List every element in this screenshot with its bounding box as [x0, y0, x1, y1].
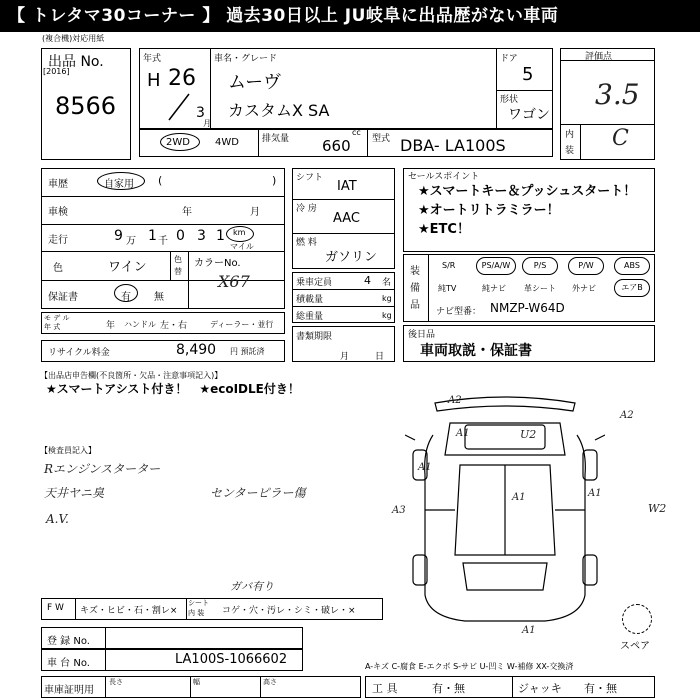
docs-deadline-day: 日	[375, 352, 385, 362]
doors-label: ドア	[500, 54, 518, 64]
model-code-value: DBA- LA100S	[400, 136, 506, 155]
model-year-era: H	[147, 70, 161, 91]
equip-pw: P/W	[568, 257, 604, 275]
docs-deadline-month: 月	[340, 352, 350, 362]
equip-ext-navi: 外ナビ	[572, 284, 596, 293]
model-year-label: 年式	[143, 54, 162, 64]
drive-4wd: 4WD	[215, 137, 239, 148]
recycle-value: 8,490	[176, 342, 217, 358]
sale-point-3: ★ETC！	[418, 222, 470, 237]
fuel-label: 燃 料	[296, 238, 317, 248]
equipment-label-2: 備	[410, 283, 420, 294]
navi-label: ナビ型番：	[436, 307, 482, 317]
car-diagram	[405, 395, 605, 625]
aircon-label: 冷 房	[296, 204, 317, 214]
mileage-mile: マイル	[230, 242, 254, 251]
equip-navi: 純ナビ	[482, 284, 506, 293]
header-note: (複合機)対応用紙	[42, 34, 105, 43]
mileage-man-unit: 万	[126, 236, 136, 247]
score-value: 3.5	[595, 78, 640, 111]
fw-label: F W	[47, 603, 64, 613]
load-unit: kg	[382, 294, 392, 303]
inspector-line-1: Rエンジンスターター	[44, 462, 161, 476]
equipment-label-1: 装	[410, 266, 420, 277]
warranty-label: 保証書	[48, 292, 78, 303]
chassis-value: LA100S-1066602	[175, 652, 288, 667]
equip-abs: ABS	[614, 257, 650, 275]
shift-value: IAT	[337, 179, 357, 194]
mileage-digit-1: 0	[176, 228, 185, 244]
mark-a3: A3	[392, 505, 406, 516]
capacity-value: 4	[364, 274, 371, 287]
capacity-unit: 名	[382, 278, 392, 288]
color-code-label: カラーNo.	[194, 258, 241, 269]
mark-a2-top: A2	[448, 395, 462, 406]
doors-value: 5	[522, 64, 534, 85]
spare-label: スペア	[620, 641, 650, 652]
mileage-man: 9	[114, 228, 123, 244]
sale-points-label: セールスポイント	[408, 172, 480, 182]
model-change-year: 年	[106, 321, 116, 331]
inspector-label: 【検査員記入】	[40, 446, 96, 455]
recycle-unit: 円 預託済	[230, 347, 265, 356]
equip-ps: P/S	[522, 257, 558, 275]
inspection-label: 車検	[48, 207, 68, 218]
equip-sr: S/R	[442, 261, 456, 270]
fw-items: キズ・ヒビ・石・割レ×	[80, 606, 178, 616]
sale-point-2: ★オートリトラミラー！	[418, 203, 560, 218]
color-code: X67	[218, 272, 250, 291]
displacement-value: 660	[322, 137, 351, 155]
registration-label: 登 録 No.	[47, 636, 90, 647]
spare-icon	[622, 604, 652, 634]
bottom-remark: ガバ有り	[230, 580, 274, 593]
history-label: 車歴	[48, 179, 68, 190]
lot-number: 8566	[55, 92, 117, 120]
title-banner: 【 トレタマ30コーナー 】 過去30日以上 JU岐阜に出品歴がない車両	[0, 0, 700, 32]
cert-width: 幅	[193, 678, 200, 686]
mark-a1-mid: A1	[512, 492, 526, 503]
equip-leather: 革シート	[524, 284, 556, 293]
mileage-sen-unit: 千	[158, 236, 168, 247]
chassis-label: 車 台 No.	[47, 658, 90, 669]
drive-2wd: 2WD	[166, 137, 190, 148]
inspector-line-3: A.V.	[46, 512, 69, 526]
model-year-month-unit: 月	[203, 119, 211, 128]
fuel-value: ガソリン	[325, 250, 378, 265]
mark-a1-bl: A1	[418, 462, 432, 473]
tools-value: 有・無	[432, 682, 465, 695]
seller-notes-label: 【出品店申告欄(不良箇所・欠品・注意事項記入)】	[40, 371, 223, 380]
interior-value: C	[612, 126, 629, 151]
equipment-label-3: 品	[410, 300, 420, 311]
history-paren-open: (	[158, 174, 163, 187]
handle-value: 左・右	[160, 321, 188, 331]
handle-label: ハンドル	[124, 320, 156, 329]
inspection-year: 年	[182, 207, 192, 218]
color-change-2: 替	[174, 267, 182, 276]
navi-model: NMZP-W64D	[490, 301, 565, 315]
model-change-label-1: モ デ ル	[44, 314, 70, 322]
body-shape-label: 形状	[500, 95, 519, 105]
docs-deadline-label: 書類期限	[296, 332, 333, 342]
lot-year-tag: [2016]	[43, 67, 70, 76]
tools-label: 工 具	[372, 682, 398, 695]
displacement-unit: cc	[352, 128, 361, 137]
later-docs-label: 後日品	[408, 330, 436, 340]
cert-length: 長さ	[109, 678, 123, 686]
year-slash-icon	[165, 92, 195, 122]
seller-notes-line: ★スマートアシスト付き！ ★ecoIDLE付き！	[46, 382, 300, 396]
seat-label-1: シート	[188, 599, 209, 607]
car-grade: カスタムX SA	[228, 101, 330, 120]
inspector-line-2: 天井ヤニ臭	[44, 486, 105, 500]
warranty-yes: 有	[121, 292, 131, 303]
mark-a1-left: A1	[456, 428, 470, 439]
mileage-label: 走行	[48, 235, 68, 246]
mark-u2: U2	[520, 428, 537, 441]
seat-items: コゲ・穴・汚レ・シミ・破レ・×	[222, 606, 356, 616]
mark-w2: W2	[648, 502, 667, 515]
color-label: 色	[53, 263, 63, 274]
shift-label: シフト	[296, 173, 324, 183]
recycle-label: リサイクル料金	[48, 348, 110, 358]
seat-label-2: 内 装	[188, 609, 205, 617]
body-shape-value: ワゴン	[508, 107, 550, 123]
model-code-label: 型式	[372, 134, 391, 144]
warranty-no: 無	[154, 292, 164, 303]
jack-label: ジャッキ	[518, 682, 562, 695]
mileage-digit-2: 3	[197, 228, 206, 244]
mark-a1-bottom: A1	[522, 625, 536, 636]
damage-legend: A-キズ C-腐食 E-エクボ S-サビ U-凹ミ W-補修 XX-交換済	[365, 662, 574, 671]
history-paren-close: )	[272, 174, 277, 187]
car-name-label: 車名・グレード	[214, 54, 278, 64]
model-change-label-2: 年 式	[44, 323, 61, 331]
inspector-center-note: センターピラー傷	[210, 486, 306, 500]
mark-a1-right: A1	[588, 488, 602, 499]
jack-value: 有・無	[584, 682, 617, 695]
gross-label: 総重量	[296, 312, 324, 322]
car-name: ムーヴ	[228, 72, 282, 93]
color-change-1: 色	[174, 255, 182, 264]
load-label: 積載量	[296, 295, 324, 305]
equip-airbag: エアB	[614, 279, 650, 297]
color-value: ワイン	[108, 260, 147, 275]
later-docs-value: 車両取説・保証書	[420, 343, 532, 359]
mark-a2-right: A2	[620, 410, 634, 421]
mileage-km: km	[233, 228, 246, 237]
model-year-value: 26	[168, 66, 196, 91]
dealer-label: ディーラー・並行	[210, 320, 274, 329]
capacity-label: 乗車定員	[296, 278, 333, 288]
mileage-digit-3: 1	[216, 228, 225, 244]
mileage-sen: 1	[148, 228, 157, 244]
interior-label-2: 装	[565, 146, 575, 156]
interior-label-1: 内	[565, 130, 575, 140]
history-value: 自家用	[104, 179, 134, 190]
aircon-value: AAC	[333, 211, 360, 226]
displacement-label: 排気量	[262, 134, 290, 144]
score-label: 評価点	[585, 52, 613, 62]
model-year-month: 3	[196, 105, 205, 121]
equip-tv: 純TV	[438, 284, 457, 293]
equip-psaw: PS/A/W	[476, 257, 516, 275]
sale-point-1: ★スマートキー＆プッシュスタート！	[418, 184, 637, 199]
inspection-month: 月	[250, 207, 260, 218]
lot-label: 出品 No.	[48, 54, 104, 70]
cert-label: 車庫証明用	[44, 685, 94, 696]
gross-unit: kg	[382, 311, 392, 320]
cert-height: 高さ	[263, 678, 277, 686]
